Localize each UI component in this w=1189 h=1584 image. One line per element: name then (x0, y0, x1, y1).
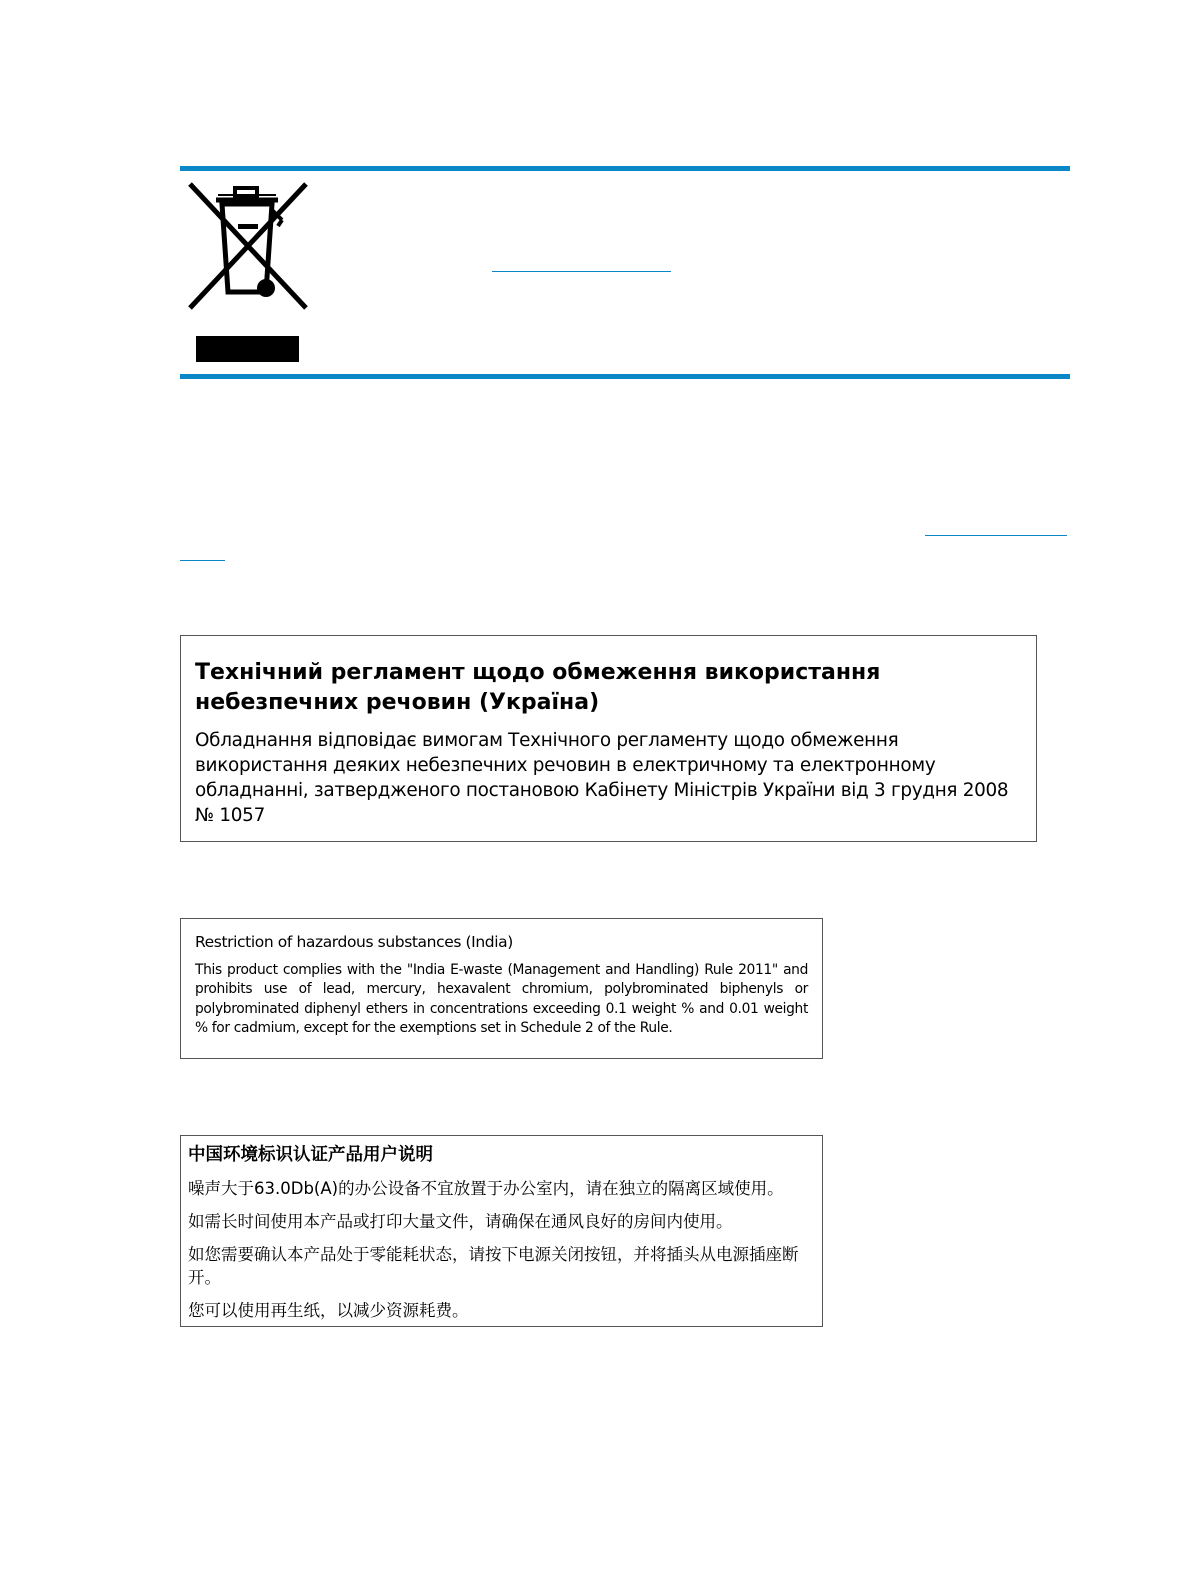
china-eco-label-title: 中国环境标识认证产品用户说明 (188, 1145, 433, 1165)
weee-black-bar (196, 336, 299, 362)
ukraine-rohs-box (180, 635, 1037, 842)
india-rohs-title: Restriction of hazardous substances (India) (195, 933, 513, 951)
china-eco-line-zero-power: 如您需要确认本产品处于零能耗状态，请按下电源关闭按钮，并将插头从电源插座断开。 (188, 1245, 799, 1287)
ukraine-rohs-body: Обладнання відповідає вимогам Технічного регламенту щодо обмеження використання деяких небезпечних речовин в електричному та електронному обладнанні, затвердженого постановою Кабінету Міністрів України від 3 грудня 2008 № 1057 (195, 730, 1009, 826)
crossed-out-wheeled-bin-icon (186, 180, 310, 312)
china-eco-label-box (180, 1135, 823, 1327)
china-eco-line-noise: 噪声大于63.0Db(A)的办公设备不宜放置于办公室内，请在独立的隔离区域使用。 (188, 1179, 784, 1198)
india-rohs-box (180, 918, 823, 1059)
bottom-divider (180, 374, 1070, 379)
link-underline[interactable] (492, 271, 671, 272)
china-eco-line-recycled-paper: 您可以使用再生纸，以减少资源耗费。 (188, 1301, 469, 1320)
top-divider (180, 166, 1070, 171)
link-underline[interactable] (925, 535, 1067, 536)
link-underline[interactable] (180, 560, 225, 561)
china-eco-line-ventilation: 如需长时间使用本产品或打印大量文件，请确保在通风良好的房间内使用。 (188, 1212, 733, 1231)
india-rohs-body: This product complies with the "India E-waste (Management and Handling) Rule 2011" and prohibits use of lead, mercury, hexavalent chromium, polybrominated biphenyls or polybrominated diphenyl ethers in concentrations exceeding 0.1 weight % and 0.01 weight % for cadmium, except for the exemptions set in Schedule 2 of the Rule. (195, 962, 808, 1036)
ukraine-rohs-title: Технічний регламент щодо обмеження використання небезпечних речовин (Україна) (195, 660, 881, 715)
